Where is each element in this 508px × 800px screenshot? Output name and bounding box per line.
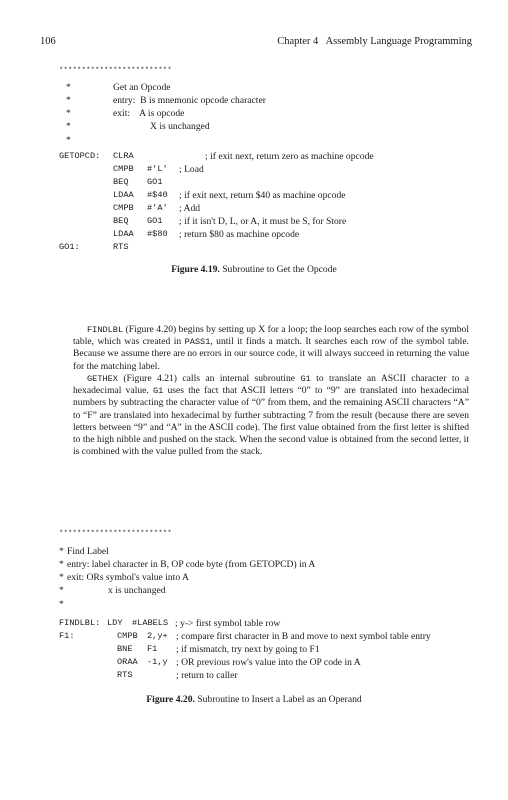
code-opcode: LDAA xyxy=(113,229,134,239)
code-comment: ; OR previous row's value into the OP code in A xyxy=(176,657,361,668)
page-number: 106 xyxy=(40,36,56,47)
comment-mark: * xyxy=(59,585,64,596)
comment-line: Get an Opcode xyxy=(113,82,171,93)
comment-mark: * xyxy=(66,95,71,106)
code-opcode: CLRA xyxy=(113,151,134,161)
code-operand: #'A' xyxy=(147,203,168,213)
comment-line: x is unchanged xyxy=(108,585,166,596)
code-opcode: CMPB xyxy=(113,203,134,213)
code-comment: ; Load xyxy=(179,164,204,175)
code-operand: -1,y xyxy=(147,657,168,667)
code-comment: ; compare first character in B and move to next symbol table entry xyxy=(176,631,431,642)
code-operand: #$40 xyxy=(147,190,168,200)
figure-label: Figure 4.19. xyxy=(171,264,220,275)
paragraph-text: uses the fact that ASCII letters “0” to “9” are translated into hexadecimal numbers by subtracting the character value of “0” from them, and the remaining ASCII characters “A” to “F” are translated into hexadecimal by further subtracting 7 from the result (because there are seven letters between “9” and “A” in the ASCII code). The first value obtained from the first letter is shifted to the high nibble and pushed on the stack. When the second value is obtained from the second letter, it is combined with the value pulled from the stack. xyxy=(73,385,470,458)
code-operand: GO1 xyxy=(147,216,163,226)
paragraph-text: to translate an ASCII character to a hexadecimal value. xyxy=(73,373,469,397)
code-opcode: LDAA xyxy=(113,190,134,200)
comment-stars: ************************* xyxy=(59,67,172,75)
code-opcode: CMPB xyxy=(113,164,134,174)
comment-line: exit: ORs symbol's value into A xyxy=(67,572,189,583)
body-paragraph-1 xyxy=(73,324,469,373)
code-operand: #'L' xyxy=(147,164,168,174)
code-operand: 2,y+ xyxy=(147,631,168,641)
running-title: Chapter 4 Assembly Language Programming xyxy=(277,36,472,47)
code-comment: ; if mismatch, try next by going to F1 xyxy=(176,644,320,655)
code-comment: ; if exit next, return zero as machine opcode xyxy=(205,151,374,162)
code-term: G1 xyxy=(300,374,311,384)
code-label: FINDLBL: xyxy=(59,618,101,628)
comment-mark: * xyxy=(66,135,71,146)
comment-mark: * xyxy=(66,121,71,132)
figure-caption xyxy=(0,264,508,275)
figure-caption-text: Subroutine to Insert a Label as an Operand xyxy=(194,694,362,705)
code-term: G1 xyxy=(153,386,164,397)
comment-mark: * xyxy=(66,82,71,93)
code-term: PASS1 xyxy=(184,337,211,348)
code-comment: ; return $80 as machine opcode xyxy=(179,229,300,240)
code-label: GETOPCD: xyxy=(59,151,101,161)
code-comment: ; return to caller xyxy=(176,670,238,681)
comment-mark: * xyxy=(59,559,64,570)
figure-caption-text: Subroutine to Get the Opcode xyxy=(219,264,337,275)
comment-mark: * xyxy=(59,599,64,610)
comment-mark: * xyxy=(59,546,64,557)
code-opcode: RTS xyxy=(113,242,129,252)
code-operand: #LABELS xyxy=(132,618,169,628)
figure-label: Figure 4.20. xyxy=(146,694,195,705)
code-comment: ; if it isn't D, L, or A, it must be S, for Store xyxy=(179,216,347,227)
code-term: FINDLBL xyxy=(87,325,124,335)
code-opcode: ORAA xyxy=(117,657,138,667)
comment-mark: * xyxy=(59,572,64,583)
comment-mark: * xyxy=(66,108,71,119)
code-comment: ; if exit next, return $40 as machine opcode xyxy=(179,190,346,201)
code-operand: #$80 xyxy=(147,229,168,239)
code-opcode: LDY xyxy=(107,618,123,628)
code-opcode: BEQ xyxy=(113,177,129,187)
comment-line: X is unchanged xyxy=(150,121,210,132)
code-label: GO1: xyxy=(59,242,80,252)
comment-line: Find Label xyxy=(67,546,109,557)
body-paragraph-2 xyxy=(73,373,469,458)
code-comment: ; y-> first symbol table row xyxy=(175,618,281,629)
code-opcode: BEQ xyxy=(113,216,129,226)
code-opcode: RTS xyxy=(117,670,133,680)
code-opcode: CMPB xyxy=(117,631,138,641)
code-label: F1: xyxy=(59,631,75,641)
comment-line: entry: label character in B, OP code byte (from GETOPCD) in A xyxy=(67,559,316,570)
paragraph-text: (Figure 4.20) begins by setting up X for a loop; the loop searches each row of the symbol table, which was created in xyxy=(73,324,469,348)
code-term: GETHEX xyxy=(87,374,118,384)
code-opcode: BNE xyxy=(117,644,133,654)
code-comment: ; Add xyxy=(179,203,201,214)
code-operand: F1 xyxy=(147,644,158,654)
paragraph-text: (Figure 4.21) calls an internal subroutine xyxy=(117,373,301,384)
comment-line: entry: B is mnemonic opcode character xyxy=(113,95,266,106)
paragraph-text: , until it finds a match. It searches each row of the symbol table. Because we assume there are no errors in our source code, it will always succeed in returning the value for the matching label. xyxy=(73,336,469,372)
comment-stars: ************************* xyxy=(59,530,172,538)
code-operand: GO1 xyxy=(147,177,163,187)
figure-caption xyxy=(0,694,508,705)
comment-line: exit: A is opcode xyxy=(113,108,185,119)
